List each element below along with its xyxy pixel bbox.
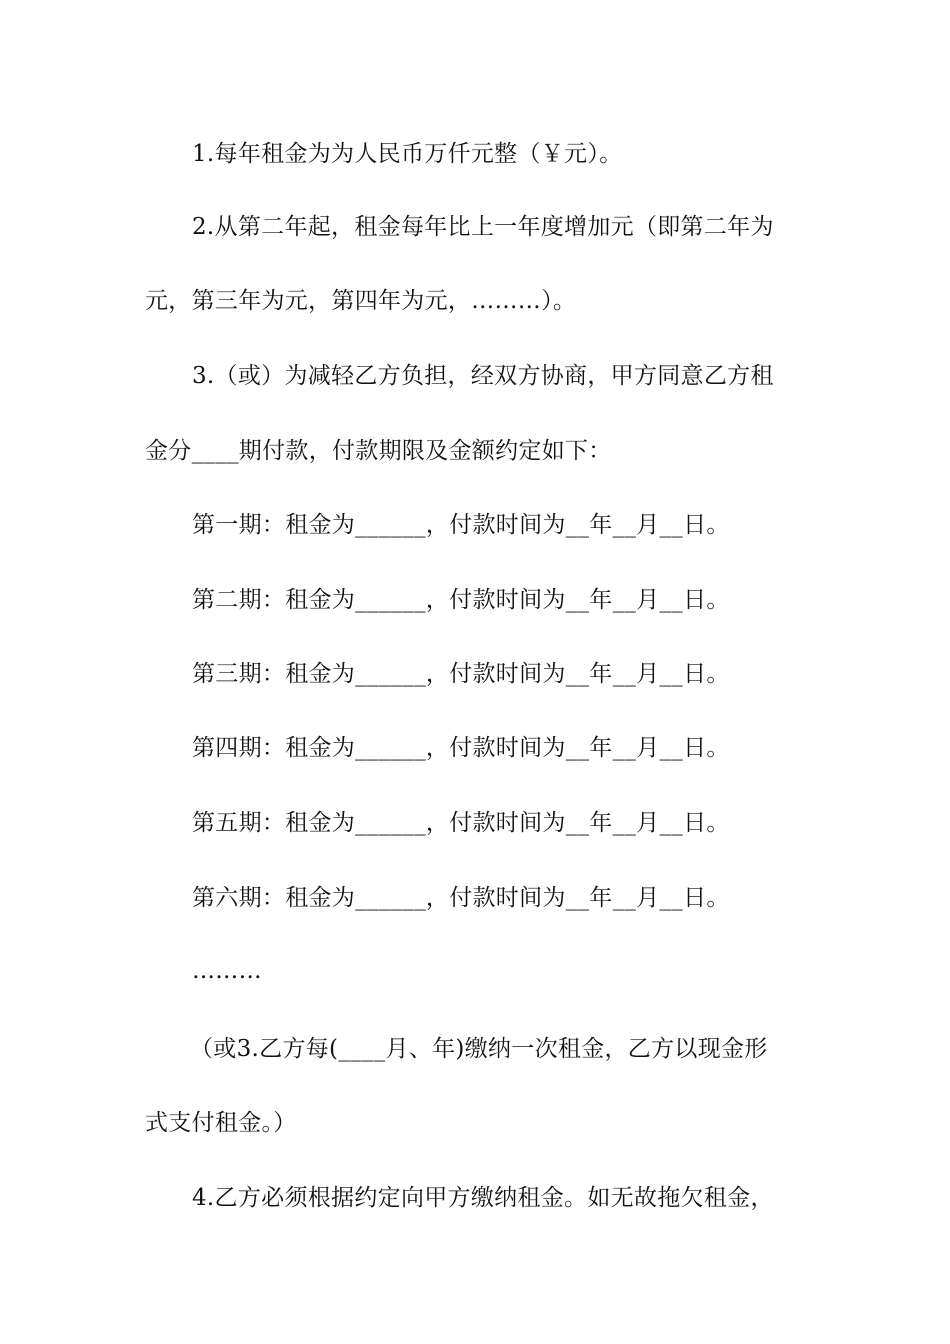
ellipsis-line: ………	[192, 958, 262, 984]
clause-3-text: 3.（或）为减轻乙方负担，经双方协商，甲方同意乙方租	[192, 363, 774, 389]
clause-2-text: 2.从第二年起，租金每年比上一年度增加元（即第二年为	[192, 214, 774, 240]
clause-2-continuation: 元，第三年为元，第四年为元，………）。	[145, 288, 577, 314]
installment-5: 第五期：租金为______，付款时间为__年__月__日。	[192, 810, 730, 836]
clause-1-text: 1.每年租金为为人民币万仟元整（￥元）。	[192, 141, 623, 167]
installment-2: 第二期：租金为______，付款时间为__年__月__日。	[192, 587, 730, 613]
clause-4-text: 4.乙方必须根据约定向甲方缴纳租金。如无故拖欠租金，	[192, 1185, 774, 1211]
clause-3-continuation: 金分____期付款，付款期限及金额约定如下：	[145, 438, 612, 464]
installment-1: 第一期：租金为______，付款时间为__年__月__日。	[192, 512, 730, 538]
alternative-clause-3: （或3.乙方每(____月、年)缴纳一次租金，乙方以现金形	[190, 1036, 768, 1062]
installment-6: 第六期：租金为______，付款时间为__年__月__日。	[192, 885, 730, 911]
alternative-clause-3-continuation: 式支付租金。）	[145, 1110, 297, 1136]
installment-4: 第四期：租金为______，付款时间为__年__月__日。	[192, 735, 730, 761]
installment-3: 第三期：租金为______，付款时间为__年__月__日。	[192, 661, 730, 687]
